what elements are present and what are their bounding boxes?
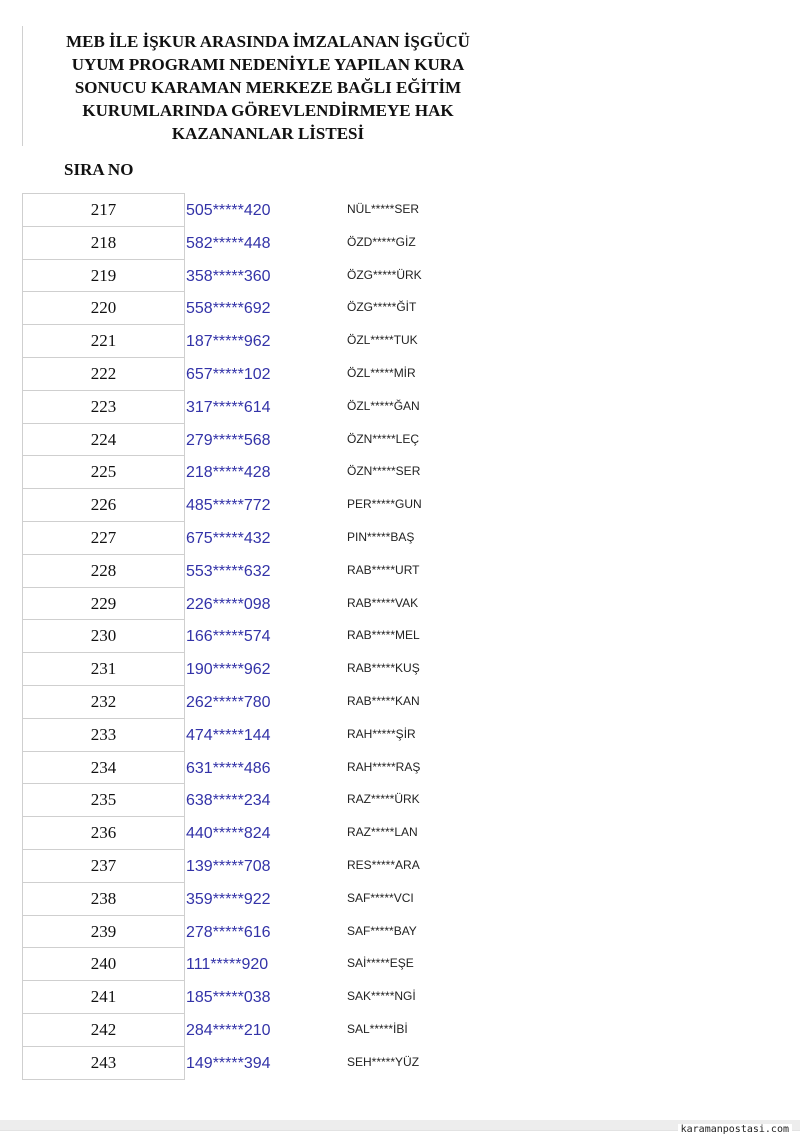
document-title — [38, 30, 498, 145]
masked-id: 262*****780 — [186, 693, 271, 711]
masked-id: 226*****098 — [186, 595, 271, 613]
masked-name: ÖZG*****ÜRK — [347, 267, 422, 282]
row-number: 221 — [22, 324, 185, 357]
masked-id: 440*****824 — [186, 825, 271, 843]
table-row — [22, 193, 452, 226]
table-row — [22, 324, 452, 357]
row-number: 220 — [22, 291, 185, 324]
table-row — [22, 882, 452, 915]
masked-id: 166*****574 — [186, 628, 271, 646]
row-number: 226 — [22, 488, 185, 521]
masked-id: 657*****102 — [186, 365, 271, 383]
masked-name: RAH*****ŞİR — [347, 726, 416, 741]
row-number: 228 — [22, 554, 185, 587]
masked-name: RAZ*****LAN — [347, 825, 418, 840]
watermark: karamanpostasi.com — [678, 1124, 792, 1135]
row-number: 243 — [22, 1046, 185, 1080]
masked-id: 675*****432 — [186, 529, 271, 547]
table-row — [22, 423, 452, 456]
masked-name: RAH*****RAŞ — [347, 759, 421, 774]
table-row — [22, 357, 452, 390]
table-row — [22, 226, 452, 259]
row-number: 222 — [22, 357, 185, 390]
table-row — [22, 1013, 452, 1046]
masked-id: 111*****920 — [186, 956, 269, 974]
table-row — [22, 751, 452, 784]
row-number: 242 — [22, 1013, 185, 1046]
row-number: 224 — [22, 423, 185, 456]
table-row — [22, 587, 452, 620]
table-row — [22, 718, 452, 751]
masked-name: PIN*****BAŞ — [347, 529, 415, 544]
masked-id: 139*****708 — [186, 857, 271, 875]
table-row — [22, 619, 452, 652]
masked-id: 185*****038 — [186, 989, 271, 1007]
masked-id: 190*****962 — [186, 661, 271, 679]
title-line: SONUCU KARAMAN MERKEZE BAĞLI EĞİTİM — [74, 78, 462, 97]
masked-id: 558*****692 — [186, 300, 271, 318]
masked-name: ÖZN*****SER — [347, 464, 421, 479]
masked-name: RAB*****MEL — [347, 628, 420, 643]
masked-name: RAZ*****ÜRK — [347, 792, 420, 807]
masked-id: 284*****210 — [186, 1021, 271, 1039]
table-row — [22, 488, 452, 521]
row-number: 235 — [22, 783, 185, 816]
title-line: KURUMLARINDA GÖREVLENDİRMEYE HAK — [82, 101, 454, 120]
masked-id: 278*****616 — [186, 923, 271, 941]
masked-name: SEH*****YÜZ — [347, 1054, 420, 1069]
table-row — [22, 554, 452, 587]
row-number: 236 — [22, 816, 185, 849]
masked-id: 638*****234 — [186, 792, 271, 810]
row-number: 218 — [22, 226, 185, 259]
row-number: 225 — [22, 455, 185, 488]
masked-id: 553*****632 — [186, 562, 271, 580]
masked-name: SAF*****VCI — [347, 890, 414, 905]
masked-id: 582*****448 — [186, 234, 271, 252]
table-row — [22, 652, 452, 685]
masked-id: 317*****614 — [186, 398, 271, 416]
margin-line — [22, 26, 23, 146]
masked-name: RES*****ARA — [347, 857, 420, 872]
row-number: 227 — [22, 521, 185, 554]
column-header-sira-no: SIRA NO — [64, 160, 134, 179]
title-line: UYUM PROGRAMI NEDENİYLE YAPILAN KURA — [71, 55, 465, 74]
results-table — [22, 193, 452, 1079]
table-row — [22, 390, 452, 423]
masked-name: ÖZL*****MİR — [347, 365, 416, 380]
row-number: 238 — [22, 882, 185, 915]
table-row — [22, 849, 452, 882]
masked-id: 631*****486 — [186, 759, 271, 777]
masked-id: 358*****360 — [186, 267, 271, 285]
masked-name: NÜL*****SER — [347, 202, 420, 216]
masked-name: SAF*****BAY — [347, 923, 417, 938]
masked-id: 485*****772 — [186, 497, 271, 515]
table-row — [22, 291, 452, 324]
masked-id: 218*****428 — [186, 464, 271, 482]
row-number: 232 — [22, 685, 185, 718]
title-line: MEB İLE İŞKUR ARASINDA İMZALANAN İŞGÜCÜ — [66, 32, 470, 51]
masked-name: RAB*****KUŞ — [347, 661, 420, 676]
masked-name: ÖZD*****GİZ — [347, 234, 416, 249]
masked-name: SAK*****NGİ — [347, 989, 416, 1004]
row-number: 223 — [22, 390, 185, 423]
row-number: 231 — [22, 652, 185, 685]
masked-id: 474*****144 — [186, 726, 271, 744]
masked-name: ÖZL*****TUK — [347, 333, 418, 348]
row-number: 217 — [22, 193, 185, 226]
masked-name: ÖZN*****LEÇ — [347, 431, 420, 446]
table-row — [22, 947, 452, 980]
row-number: 237 — [22, 849, 185, 882]
row-number: 241 — [22, 980, 185, 1013]
table-row — [22, 915, 452, 948]
table-row — [22, 783, 452, 816]
table-row — [22, 455, 452, 488]
masked-name: ÖZG*****ĞİT — [347, 300, 417, 315]
row-number: 233 — [22, 718, 185, 751]
masked-id: 149*****394 — [186, 1054, 271, 1072]
table-row — [22, 816, 452, 849]
row-number: 234 — [22, 751, 185, 784]
masked-name: RAB*****URT — [347, 562, 420, 577]
masked-id: 505*****420 — [186, 202, 271, 219]
table-row — [22, 980, 452, 1013]
masked-name: SAL*****İBİ — [347, 1021, 408, 1036]
masked-id: 187*****962 — [186, 333, 271, 351]
title-line: KAZANANLAR LİSTESİ — [171, 124, 365, 143]
masked-name: SAİ*****EŞE — [347, 956, 414, 971]
masked-id: 279*****568 — [186, 431, 271, 449]
table-row — [22, 259, 452, 292]
table-row — [22, 1046, 452, 1079]
masked-id: 359*****922 — [186, 890, 271, 908]
masked-name: RAB*****KAN — [347, 693, 420, 708]
row-number: 229 — [22, 587, 185, 620]
table-row — [22, 685, 452, 718]
row-number: 219 — [22, 259, 185, 292]
row-number: 240 — [22, 947, 185, 980]
row-number: 239 — [22, 915, 185, 948]
row-number: 230 — [22, 619, 185, 652]
masked-name: PER*****GUN — [347, 497, 422, 512]
masked-name: RAB*****VAK — [347, 595, 419, 610]
masked-name: ÖZL*****ĞAN — [347, 398, 420, 413]
table-row — [22, 521, 452, 554]
